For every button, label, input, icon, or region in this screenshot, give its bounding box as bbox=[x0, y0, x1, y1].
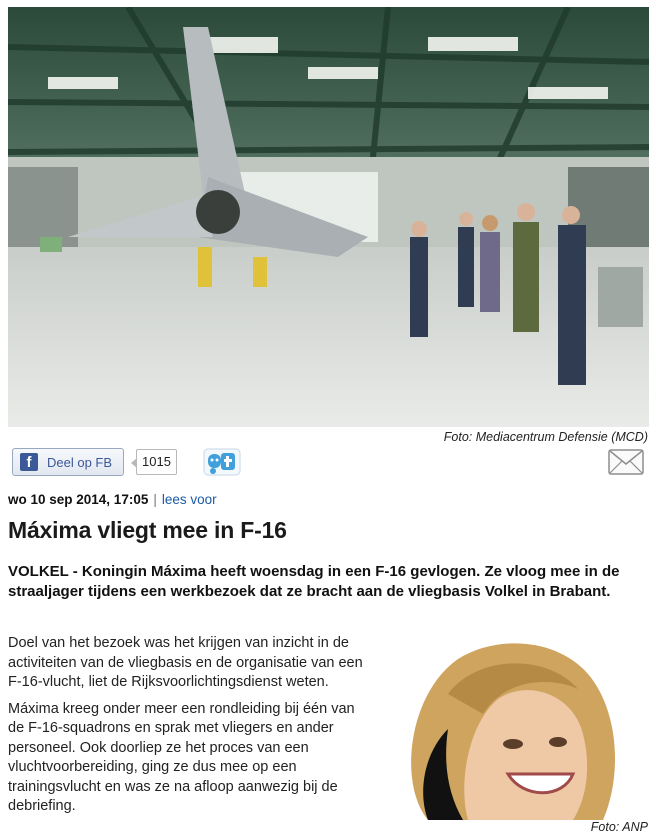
portrait-photo-credit: Foto: ANP bbox=[590, 820, 648, 834]
article-paragraph: Máxima kreeg onder meer een rondleiding bij één van de F-16-squadrons en sprak met vliegers en ander personeel. Ook doorliep ze het proces van een vluchtvoorbereiding, ging ze dus mee op een trainingsvlucht en was ze na afloop aanwezig bij de debriefing. bbox=[8, 700, 355, 814]
article-paragraph: Doel van het bezoek was het krijgen van inzicht in de activiteiten van de vliegbasis en de organisatie van een F-16-vlucht, liet de Rijksvoorlichtingsdienst weten. bbox=[8, 635, 363, 690]
read-aloud-link[interactable]: lees voor bbox=[161, 492, 217, 507]
share-bar bbox=[12, 448, 644, 478]
hero-photo-credit: Foto: Mediacentrum Defensie (MCD) bbox=[443, 430, 648, 444]
facebook-share-label: Deel op FB bbox=[47, 454, 113, 470]
hero-photo bbox=[8, 7, 649, 427]
article-headline: Máxima vliegt mee in F-16 bbox=[8, 517, 287, 543]
article-date: wo 10 sep 2014, 17:05 bbox=[8, 492, 149, 507]
meta-separator: | bbox=[153, 492, 157, 507]
facebook-share-button[interactable] bbox=[12, 448, 124, 476]
article-body bbox=[8, 634, 364, 824]
facebook-icon: f bbox=[20, 453, 38, 471]
portrait-illustration bbox=[388, 634, 644, 820]
article-lead: VOLKEL - Koningin Máxima heeft woensdag in een F-16 gevlogen. Ze vloog mee in de straaljager tijdens een werkbezoek dat ze bracht aan de vliegbasis Volkel in Brabant. bbox=[8, 563, 620, 600]
portrait-photo bbox=[388, 634, 644, 820]
mail-icon[interactable] bbox=[608, 448, 644, 476]
hangar-illustration bbox=[8, 7, 649, 427]
facebook-share-count: 1015 bbox=[136, 449, 177, 475]
article-meta bbox=[8, 492, 217, 507]
twitter-icon[interactable] bbox=[203, 448, 241, 476]
